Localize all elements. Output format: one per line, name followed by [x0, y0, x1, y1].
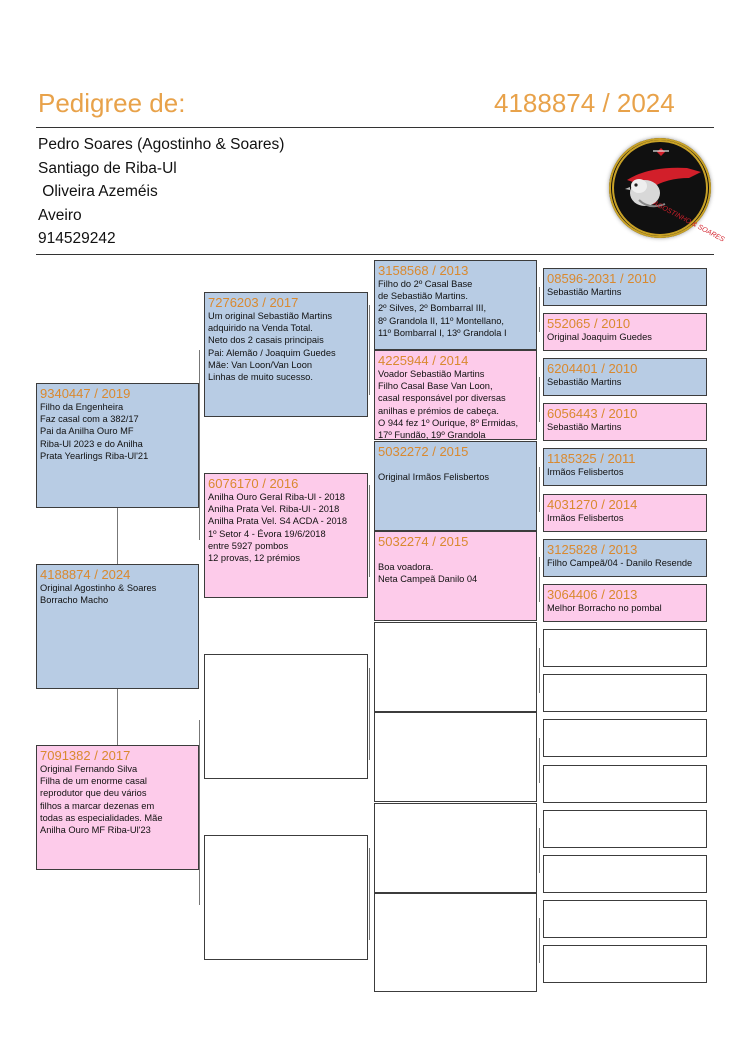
owner-region: Aveiro — [38, 207, 82, 224]
owner-address-line1: Santiago de Riba-Ul — [38, 160, 177, 177]
gen3-ring: 4225944 / 2014 — [378, 353, 469, 368]
gen3-card[interactable] — [374, 350, 537, 440]
gen4-card-empty[interactable] — [543, 719, 707, 757]
owner-phone: 914529242 — [38, 230, 116, 247]
gen3-card[interactable] — [374, 441, 537, 531]
pedigree-divider — [36, 254, 714, 255]
gen4-card-empty[interactable] — [543, 765, 707, 803]
gen4-card[interactable] — [543, 403, 707, 441]
sire-sire-ring: 7276203 / 2017 — [208, 295, 299, 310]
gen4-info: Sebastião Martins — [547, 422, 622, 432]
dam-info: Original Fernando Silva Filha de um enorme casal reprodutor que deu vários filhos a marcar dezenas em todas as especialidades. Mãe Anilha Ouro MF Riba-Ul'23 — [40, 764, 163, 836]
connector-line — [369, 485, 370, 577]
gen4-card[interactable] — [543, 584, 707, 622]
gen4-info: Irmãos Felisbertos — [547, 467, 624, 477]
gen4-card-empty[interactable] — [543, 810, 707, 848]
connector-line — [539, 648, 540, 693]
gen4-card-empty[interactable] — [543, 900, 707, 938]
connector-line — [369, 668, 370, 760]
pedigree-ring-number: 4188874 / 2024 — [494, 88, 675, 118]
connector-line — [539, 467, 540, 512]
gen4-ring: 6204401 / 2010 — [547, 361, 638, 376]
sire-card[interactable] — [36, 383, 199, 508]
connector-line — [539, 287, 540, 332]
pigeon-logo — [609, 138, 726, 244]
gen4-ring: 3064406 / 2013 — [547, 587, 638, 602]
gen4-ring: 08596-2031 / 2010 — [547, 271, 657, 286]
gen3-card-empty[interactable] — [374, 893, 537, 992]
connector-line — [117, 508, 118, 564]
subject-ring: 4188874 / 2024 — [40, 567, 131, 582]
gen3-card[interactable] — [374, 260, 537, 350]
sire-dam-ring: 6076170 / 2016 — [208, 476, 299, 491]
gen4-card-empty[interactable] — [543, 674, 707, 712]
gen4-info: Original Joaquim Guedes — [547, 332, 652, 342]
gen3-card[interactable] — [374, 531, 537, 621]
sire-ring: 9340447 / 2019 — [40, 386, 131, 401]
gen3-info: Filho do 2º Casal Base de Sebastião Martins. 2º Silves, 2º Bombarral III, 8º Grandola II, 11º Montellano, 11º Bombarral I, 13º Grandola I — [378, 279, 507, 338]
owner-name: Pedro Soares (Agostinho & Soares) — [38, 136, 285, 153]
sire-sire-card[interactable] — [204, 292, 368, 417]
connector-line — [199, 350, 200, 540]
gen4-ring: 552065 / 2010 — [547, 316, 631, 331]
connector-line — [199, 720, 200, 905]
gen4-card[interactable] — [543, 494, 707, 532]
connector-line — [117, 689, 118, 745]
subject-info: Original Agostinho & Soares Borracho Macho — [40, 583, 157, 606]
gen4-card[interactable] — [543, 268, 707, 306]
gen4-info: Sebastião Martins — [547, 377, 622, 387]
sire-dam-info: Anilha Ouro Geral Riba-Ul - 2018 Anilha Prata Vel. Riba-Ul - 2018 Anilha Prata Vel. S4 ACDA - 2018 1º Setor 4 - Évora 19/6/2018 entre 5927 pombos 12 provas, 12 prémios — [208, 492, 348, 564]
logo-text: AGOSTINHO & SOARES — [651, 200, 726, 244]
dam-card[interactable] — [36, 745, 199, 870]
dam-sire-card-empty[interactable] — [204, 654, 368, 779]
gen4-info: Sebastião Martins — [547, 287, 622, 297]
gen3-info: Voador Sebastião Martins Filho Casal Base Van Loon, casal responsável por diversas anilhas e prémios de cabeça. O 944 fez 1º Ourique, 8º Ermidas, 17º Fundão, 19º Grandola — [378, 369, 519, 441]
gen3-card-empty[interactable] — [374, 622, 537, 712]
sire-dam-card[interactable] — [204, 473, 368, 598]
gen3-card-empty[interactable] — [374, 712, 537, 802]
gen4-card-empty[interactable] — [543, 855, 707, 893]
gen4-ring: 1185325 / 2011 — [547, 451, 636, 466]
gen4-card[interactable] — [543, 358, 707, 396]
connector-line — [539, 738, 540, 783]
gen4-ring: 3125828 / 2013 — [547, 542, 638, 557]
gen3-ring: 3158568 / 2013 — [378, 263, 469, 278]
gen4-card[interactable] — [543, 448, 707, 486]
sire-info: Filho da Engenheira Faz casal com a 382/17 Pai da Anilha Ouro MF Riba-Ul 2023 e do Anilha Prata Yearlings Riba-Ul'21 — [40, 402, 149, 461]
connector-line — [539, 828, 540, 873]
dam-dam-card-empty[interactable] — [204, 835, 368, 960]
connector-line — [369, 305, 370, 395]
gen4-card-empty[interactable] — [543, 629, 707, 667]
gen4-card[interactable] — [543, 313, 707, 351]
gen3-ring: 5032274 / 2015 — [378, 534, 469, 549]
gen4-card[interactable] — [543, 539, 707, 577]
gen4-info: Melhor Borracho no pombal — [547, 603, 662, 613]
sire-sire-info: Um original Sebastião Martins adquirido na Venda Total. Neto dos 2 casais principais Pai: Alemão / Joaquim Guedes Mãe: Van Loon/Van Loon Linhas de muito sucesso. — [208, 311, 336, 383]
gen3-card-empty[interactable] — [374, 803, 537, 893]
header-divider — [36, 127, 714, 128]
connector-line — [369, 848, 370, 940]
gen4-ring: 6056443 / 2010 — [547, 406, 638, 421]
connector-line — [539, 918, 540, 963]
dam-ring: 7091382 / 2017 — [40, 748, 131, 763]
gen4-info: Irmãos Felisbertos — [547, 513, 624, 523]
gen3-ring: 5032272 / 2015 — [378, 444, 469, 459]
gen3-info: Original Irmãos Felisbertos — [378, 472, 490, 483]
subject-card[interactable] — [36, 564, 199, 689]
connector-line — [539, 557, 540, 602]
gen4-info: Filho Campeã/04 - Danilo Resende — [547, 558, 693, 568]
gen4-ring: 4031270 / 2014 — [547, 497, 638, 512]
gen3-info: Boa voadora. Neta Campeã Danilo 04 — [378, 562, 478, 585]
owner-address-line2: Oliveira Azeméis — [38, 183, 158, 200]
gen4-card-empty[interactable] — [543, 945, 707, 983]
connector-line — [539, 377, 540, 422]
pedigree-title-label: Pedigree de: — [38, 88, 186, 118]
